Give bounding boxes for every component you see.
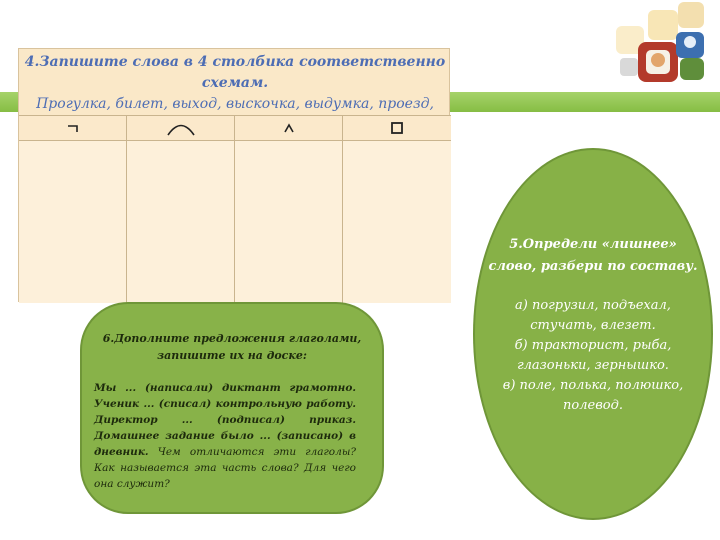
task5-body xyxy=(483,296,703,416)
table-cell-col3 xyxy=(235,141,343,303)
task5-title-line1: 5.Определи «лишнее» xyxy=(509,237,677,252)
task6-panel xyxy=(82,304,382,512)
task4-title: 4.Запишите слова в 4 столбика соответственно схемам. xyxy=(24,54,446,91)
task5-b-line1: б) тракторист, рыба, xyxy=(514,338,672,353)
root-arc-scheme-icon xyxy=(127,115,235,141)
task6-heading xyxy=(100,330,364,364)
task5-c-line2: полевод. xyxy=(563,398,623,413)
task4-panel xyxy=(18,48,450,302)
suffix-scheme-icon xyxy=(235,115,343,141)
table-cell-col4 xyxy=(343,141,451,303)
task5-a-line1: а) погрузил, подъехал, xyxy=(515,298,671,313)
ending-box-icon xyxy=(343,115,451,141)
column-divider xyxy=(342,115,343,303)
table-cell-col1 xyxy=(19,141,127,303)
morpheme-table xyxy=(19,115,451,303)
task5-heading xyxy=(475,234,711,278)
task6-title-line1: 6.Дополните предложения глаголами, xyxy=(102,332,362,345)
task6-questions: Чем отличаются эти глаголы? Как называется эта часть слова? Для чего она служит? xyxy=(94,446,356,490)
task6-sentences: Мы ... (написали) диктант грамотно. Ученик ... (списал) контрольную работу. Директор ... (подписал) приказ. Домашнее задание было ... (записано) в дневник. xyxy=(94,382,356,458)
table-cell-col2 xyxy=(127,141,235,303)
column-divider xyxy=(126,115,127,303)
task5-c-line1: в) поле, полька, полюшко, xyxy=(502,378,684,393)
puzzle-logo-icon xyxy=(608,2,716,86)
task6-body xyxy=(94,380,356,492)
column-divider xyxy=(234,115,235,303)
task5-a-line2: стучать, влезет. xyxy=(530,318,656,333)
prefix-scheme-icon xyxy=(19,115,127,141)
task5-b-line2: глазоньки, зернышко. xyxy=(517,358,669,373)
task5-panel xyxy=(475,150,711,518)
task5-title-line2: слово, разбери по составу. xyxy=(488,259,698,274)
task4-words-line1: Прогулка, билет, выход, выскочка, выдумка, проезд, xyxy=(36,96,434,112)
task6-title-line2: запишите их на доске: xyxy=(157,349,307,362)
